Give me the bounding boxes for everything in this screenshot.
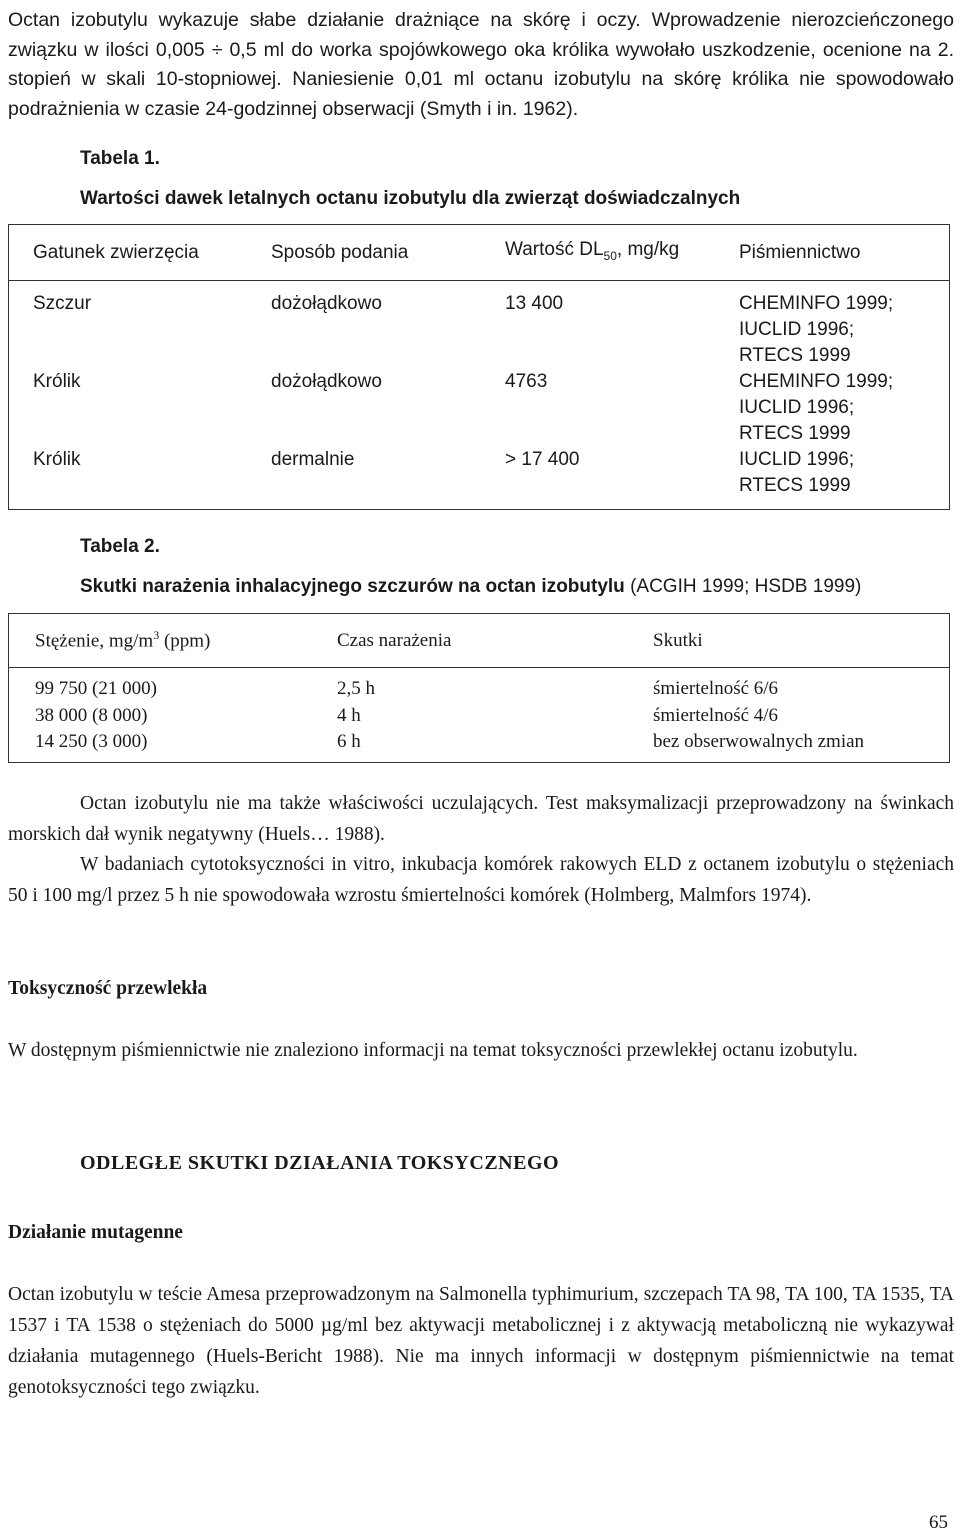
ref-line: CHEMINFO 1999;	[739, 371, 894, 392]
lethal-dose-table	[8, 224, 950, 510]
table2-label: Tabela 2.	[80, 536, 160, 557]
header-effects: Skutki	[653, 629, 703, 651]
ref-line: CHEMINFO 1999;	[739, 293, 894, 314]
inhalation-effects-table	[8, 613, 950, 763]
sensitization-paragraph: Octan izobutylu nie ma także właściwości uczulających. Test maksymalizacji przeprowadzony na świnkach morskich dał wynik negatywny (Huels… 1988).	[8, 793, 954, 845]
table-row	[9, 668, 950, 763]
ref-line: IUCLID 1996;	[739, 397, 855, 418]
cell-species: Królik	[33, 371, 81, 392]
cell-concentrations	[9, 668, 312, 763]
page-number: 65	[929, 1512, 948, 1533]
concentration-value: 38 000 (8 000)	[35, 704, 148, 726]
ref-line: IUCLID 1996;	[739, 449, 855, 470]
cell-refs	[715, 281, 950, 370]
cell-route: dożołądkowo	[271, 293, 382, 314]
ref-line: RTECS 1999	[739, 423, 851, 444]
table1-title: Wartości dawek letalnych octanu izobutylu dla zwierząt doświadczalnych	[80, 188, 741, 209]
chronic-toxicity-paragraph: W dostępnym piśmiennictwie nie znaleziono informacji na temat toksyczności przewlekłej octanu izobutylu.	[8, 1040, 858, 1061]
time-value: 4 h	[337, 704, 361, 726]
cell-times	[311, 668, 627, 763]
header-species: Gatunek zwierzęcia	[33, 241, 199, 263]
cell-effects	[627, 668, 950, 763]
header-value-text: Wartość DL	[505, 238, 604, 260]
header-refs: Piśmiennictwo	[739, 241, 861, 263]
time-value: 2,5 h	[337, 678, 375, 699]
table-row	[9, 281, 950, 370]
header-concentration-sup: 3	[153, 628, 160, 643]
header-route: Sposób podania	[271, 241, 409, 263]
effect-value: śmiertelność 6/6	[653, 678, 779, 699]
cell-value: 13 400	[505, 293, 564, 314]
table-row	[9, 447, 950, 509]
table1-header-row	[9, 225, 950, 281]
mutagenic-heading: Działanie mutagenne	[8, 1222, 183, 1243]
cell-value: 4763	[505, 371, 548, 392]
section-heading: ODLEGŁE SKUTKI DZIAŁANIA TOKSYCZNEGO	[80, 1152, 560, 1174]
table2-title	[80, 576, 861, 598]
cell-value: > 17 400	[505, 449, 580, 470]
header-concentration-text: Stężenie, mg/m	[35, 630, 154, 652]
concentration-value: 99 750 (21 000)	[35, 678, 157, 699]
effect-value: bez obserwowalnych zmian	[653, 731, 865, 752]
header-value	[481, 225, 715, 281]
table2-header-row	[9, 614, 950, 668]
effect-value: śmiertelność 4/6	[653, 704, 779, 726]
concentration-value: 14 250 (3 000)	[35, 731, 148, 752]
header-concentration	[9, 614, 312, 668]
cell-refs	[715, 447, 950, 509]
cell-refs	[715, 369, 950, 447]
header-value-unit: , mg/kg	[616, 238, 680, 260]
header-value-sub: 50	[603, 248, 617, 263]
mutagenic-paragraph: Octan izobutylu w teście Amesa przeprowadzonym na Salmonella typhimurium, szczepach TA 98, TA 100, TA 1535, TA 1537 i TA 1538 o stężeniach do 5000 µg/ml bez aktywacji metabolicznej i z aktywacją metaboliczną nie wykazywał działania mutagennego (Huels-Bericht 1988). Nie ma innych informacji w dostępnym piśmiennictwie na temat genotoksyczności tego związku.	[8, 1284, 954, 1398]
cell-route: dożołądkowo	[271, 371, 382, 392]
table-row	[9, 369, 950, 447]
table1-label: Tabela 1.	[80, 148, 160, 169]
cell-species: Szczur	[33, 293, 92, 314]
cytotoxicity-paragraph: W badaniach cytotoksyczności in vitro, inkubacja komórek rakowych ELD z octanem izobutylu o stężeniach 50 i 100 mg/l przez 5 h nie spowodowała wzrostu śmiertelności komórek (Holmberg, Malmfors 1974).	[8, 854, 954, 906]
time-value: 6 h	[337, 731, 361, 752]
header-concentration-unit: (ppm)	[159, 630, 211, 652]
cell-route: dermalnie	[271, 449, 355, 470]
cell-species: Królik	[33, 449, 81, 470]
chronic-toxicity-heading: Toksyczność przewlekła	[8, 978, 208, 999]
ref-line: RTECS 1999	[739, 475, 851, 496]
ref-line: IUCLID 1996;	[739, 319, 855, 340]
ref-line: RTECS 1999	[739, 345, 851, 366]
table2-title-ref: (ACGIH 1999; HSDB 1999)	[624, 576, 862, 597]
table2-title-main: Skutki narażenia inhalacyjnego szczurów na octan izobutylu	[80, 576, 625, 597]
intro-paragraph: Octan izobutylu wykazuje słabe działanie drażniące na skórę i oczy. Wprowadzenie nierozcieńczonego związku w ilości 0,005 ÷ 0,5 ml do worka spojówkowego oka królika wywołało uszkodzenie, ocenione na 2. stopień w skali 10-stopniowej. Naniesienie 0,01 ml octanu izobutylu na skórę królika nie spowodowało podrażnienia w czasie 24-godzinnej obserwacji (Smyth i in. 1962).	[8, 9, 954, 120]
header-exposure-time: Czas narażenia	[337, 629, 452, 651]
